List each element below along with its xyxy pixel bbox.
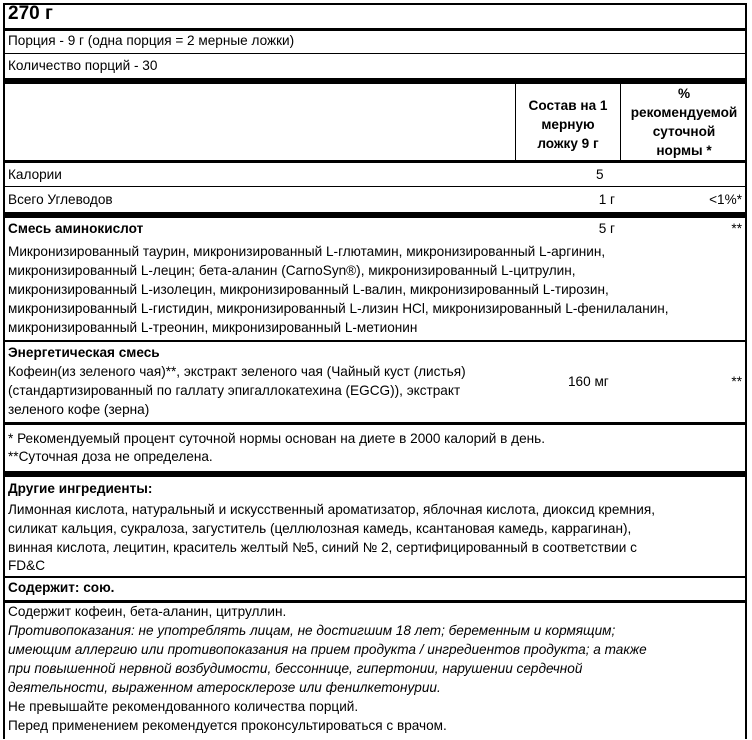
- contraindications-line: при повышенной нервной возбудимости, бессоннице, гипертонии, нарушении сердечной: [8, 661, 583, 676]
- calories-amount: 5: [596, 167, 604, 182]
- divider: [3, 53, 747, 54]
- amino-blend-amount: 5 г: [598, 221, 615, 236]
- amino-ingredient-line: микронизированный L-треонин, микронизированный L-метионин: [8, 320, 418, 335]
- other-ingredient-line: Лимонная кислота, натуральный и искусственный ароматизатор, яблочная кислота, диоксид кремния,: [8, 502, 656, 517]
- carbs-label: Всего Углеводов: [8, 192, 113, 207]
- amino-ingredient-line: микронизированный L-лецин; бета-аланин (CarnoSyn®), микронизированный L-цитрулин,: [8, 263, 576, 278]
- energy-blend-amount: 160 мг: [568, 374, 609, 389]
- divider: [3, 340, 747, 342]
- amino-blend-daily-value: **: [731, 221, 742, 236]
- amino-ingredient-line: Микронизированный таурин, микронизированный L-глютамин, микронизированный L-аргинин,: [8, 244, 606, 259]
- allergen-statement: Содержит: сою.: [8, 580, 115, 595]
- amount-column-header: Состав на 1 мерную ложку 9 г: [528, 98, 608, 151]
- calories-label: Калории: [8, 167, 62, 182]
- warning-dosage: Не превышайте рекомендованного количества порций.: [8, 699, 359, 714]
- footnote-daily-value: * Рекомендуемый процент суточной нормы основан на диете в 2000 калорий в день.: [8, 431, 546, 446]
- carbs-amount: 1 г: [598, 192, 615, 207]
- other-ingredient-line: винная кислота, лецитин, краситель желтый №5, синий № 2, сертифицированный в соответствии с: [8, 540, 637, 555]
- other-ingredients-title: Другие ингредиенты:: [8, 481, 153, 496]
- other-ingredient-line: FD&C: [8, 558, 46, 573]
- daily-value-column-header: % рекомендуемой суточной нормы *: [630, 86, 738, 158]
- energy-ingredient-line: зеленого кофе (зерна): [8, 402, 150, 417]
- warning-contains: Содержит кофеин, бета-аланин, цитруллин.: [8, 604, 287, 619]
- warning-consult: Перед применением рекомендуется проконсультироваться с врачом.: [8, 718, 447, 733]
- carbs-daily-value: <1%*: [709, 192, 742, 207]
- amino-ingredient-line: микронизированный L-изолецин, микронизированный L-валин, микронизированный L-тирозин,: [8, 282, 609, 297]
- divider-thick: [3, 212, 747, 218]
- divider: [3, 160, 747, 163]
- contraindications-line: имеющим аллергию или противопоказания на прием продукта / ингредиентов продукта; а также: [8, 642, 647, 657]
- contraindications-line: деятельности, выраженном атеросклерозе или фенилкетонурии.: [8, 680, 441, 695]
- contraindications-line: Противопоказания: не употреблять лицам, не достигшим 18 лет; беременным и кормящим;: [8, 623, 616, 638]
- energy-ingredient-line: Кофеин(из зеленого чая)**, экстракт зеленого чая (Чайный куст (листья): [8, 364, 466, 379]
- amino-blend-title: Смесь аминокислот: [8, 221, 144, 236]
- servings-per-container: Количество порций - 30: [8, 58, 158, 73]
- energy-ingredient-line: (стандартизированный по галлату эпигаллокатехина (EGCG)), экстракт: [8, 383, 461, 398]
- divider: [3, 186, 747, 187]
- energy-blend-daily-value: **: [731, 374, 742, 389]
- other-ingredient-line: силикат кальция, сукралоза, загуститель (целлюлозная камедь, ксантановая камедь, каррагинан),: [8, 521, 632, 536]
- energy-blend-title: Энергетическая смесь: [8, 345, 160, 360]
- amino-ingredient-line: микронизированный L-гистидин, микронизированный L-лизин HCl, микронизированный L-фенилаланин,: [8, 301, 669, 316]
- divider: [3, 422, 747, 425]
- divider: [3, 28, 747, 31]
- serving-size: Порция - 9 г (одна порция = 2 мерные ложки): [8, 33, 295, 48]
- divider-thick: [3, 471, 747, 477]
- package-weight: 270 г: [8, 3, 53, 24]
- divider: [3, 576, 747, 578]
- footnote-not-established: **Суточная доза не определена.: [8, 449, 213, 464]
